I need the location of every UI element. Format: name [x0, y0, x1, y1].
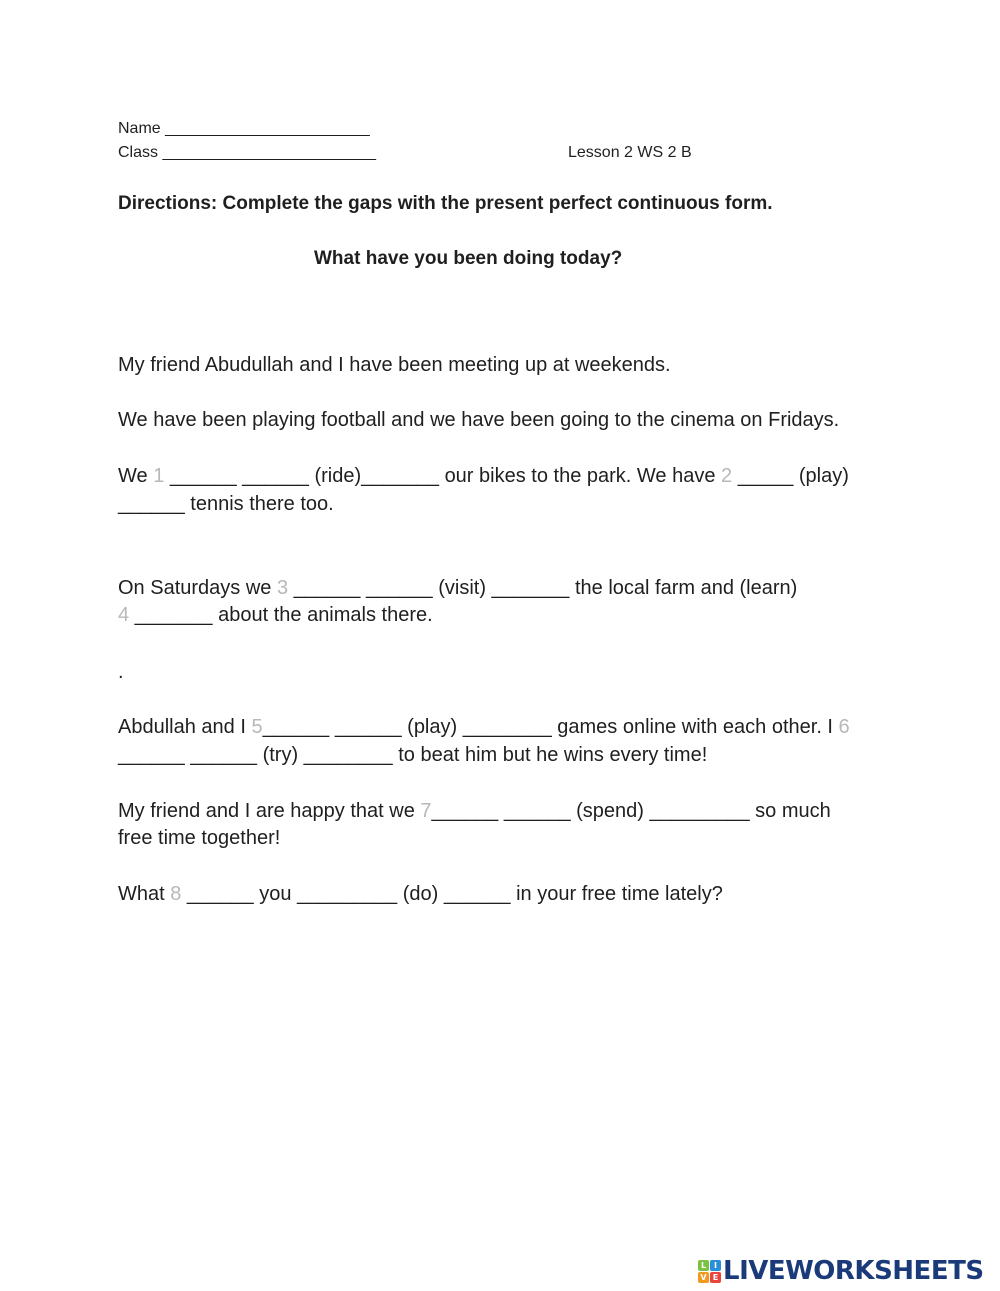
- paragraph-1: My friend Abudullah and I have been meeting up at weekends.: [118, 354, 671, 376]
- question-7-line-1: [118, 800, 831, 823]
- text-segment: On Saturdays we: [118, 577, 277, 599]
- logo-wordmark: LIVEWORKSHEETS: [723, 1256, 984, 1286]
- lesson-label: Lesson 2 WS 2 B: [568, 144, 692, 161]
- question-1-2-line-2: ______ tennis there too.: [118, 493, 334, 515]
- text-segment: ______ you _________ (do) ______ in your free time lately?: [181, 883, 723, 905]
- text-segment: Abdullah and I: [118, 716, 252, 738]
- gap-number-2: 2: [721, 465, 733, 487]
- logo-cube: E: [710, 1272, 721, 1283]
- gap-number-8: 8: [170, 883, 182, 905]
- text-segment: What: [118, 883, 171, 905]
- paragraph-2: We have been playing football and we have been going to the cinema on Fridays.: [118, 409, 840, 431]
- question-6-line-2: ______ ______ (try) ________ to beat him but he wins every time!: [118, 744, 708, 766]
- text-segment: My friend and I are happy that we: [118, 800, 421, 822]
- text-segment: We: [118, 465, 154, 487]
- separator-dot: .: [118, 661, 124, 683]
- name-field-label: Name _______________________: [118, 120, 370, 137]
- question-1-2-line-1: [118, 465, 849, 488]
- question-3-line: [118, 577, 797, 600]
- text-segment: ______ ______ (ride)_______ our bikes to the park. We have: [164, 465, 722, 487]
- logo-cubes-icon: [698, 1260, 721, 1283]
- question-8-line: [118, 883, 723, 906]
- question-4-line: [118, 604, 433, 627]
- text-segment: _______ about the animals there.: [129, 604, 433, 626]
- worksheet-subtitle: What have you been doing today?: [314, 248, 623, 269]
- gap-number-5: 5: [251, 716, 263, 738]
- liveworksheets-logo: [698, 1255, 984, 1287]
- gap-number-6: 6: [838, 716, 850, 738]
- text-segment: ______ ______ (visit) _______ the local farm and (learn): [288, 577, 798, 599]
- gap-number-1: 1: [153, 465, 165, 487]
- question-5-6-line-1: [118, 716, 850, 739]
- class-field-label: Class ________________________: [118, 144, 377, 161]
- gap-number-4: 4: [118, 604, 130, 626]
- directions-text: Directions: Complete the gaps with the present perfect continuous form.: [118, 193, 773, 214]
- text-segment: ______ ______ (play) ________ games online with each other. I: [262, 716, 839, 738]
- logo-cube: L: [698, 1260, 709, 1271]
- text-segment: ______ ______ (spend) _________ so much: [431, 800, 831, 822]
- logo-cube: V: [698, 1272, 709, 1283]
- logo-cube: I: [710, 1260, 721, 1271]
- gap-number-7: 7: [420, 800, 432, 822]
- gap-number-3: 3: [276, 577, 289, 599]
- question-7-line-2: free time together!: [118, 827, 281, 849]
- text-segment: _____ (play): [732, 465, 849, 487]
